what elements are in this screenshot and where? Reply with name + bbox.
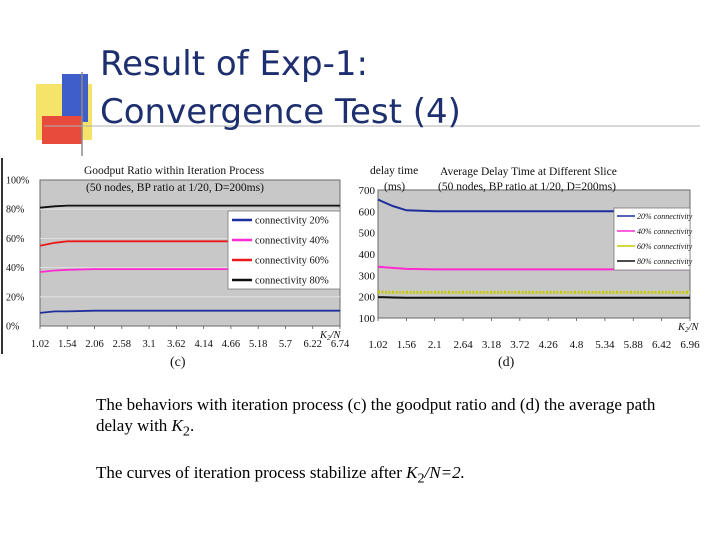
x-tick-label: 6.22 — [303, 339, 322, 350]
x-tick-label: 2.58 — [112, 339, 132, 350]
caption-stabilize-end: /N=2. — [424, 463, 465, 482]
x-tick-label: 3.1 — [142, 339, 156, 350]
x-tick-label: 2.64 — [453, 339, 473, 351]
x-tick-label: 4.8 — [569, 339, 584, 351]
y-tick-label: 500 — [358, 227, 375, 240]
legend-label: connectivity 80% — [255, 275, 329, 287]
x-tick-label: 3.18 — [481, 339, 502, 351]
legend-label: 20% connectivity — [637, 212, 693, 221]
x-tick-label: 6.42 — [652, 339, 672, 351]
deco-red-square — [42, 116, 82, 144]
x-tick-label: 5.88 — [623, 339, 643, 351]
goodput-ratio-chart — [0, 158, 352, 354]
slide-title-line-2: Convergence Test (4) — [100, 92, 461, 132]
chart-subtitle: (50 nodes, BP ratio at 1/20, D=200ms) — [86, 182, 264, 194]
x-tick-label: 1.02 — [30, 339, 50, 350]
x-tick-label: 2.1 — [427, 339, 442, 351]
legend-label: 80% connectivity — [637, 257, 693, 266]
deco-blue-square — [62, 74, 88, 122]
y-tick-label: 80% — [6, 204, 25, 216]
x-tick-label: 5.7 — [278, 339, 293, 350]
average-delay-chart — [352, 158, 704, 354]
caption-stabilize-k: K — [406, 463, 418, 482]
caption-stabilize-text: The curves of iteration process stabilize after — [96, 463, 407, 482]
legend-label: connectivity 20% — [255, 215, 329, 227]
caption-behaviors-sub: 2 — [182, 423, 190, 440]
caption-stabilize-sub: 2 — [417, 470, 425, 487]
x-tick-label: 3.62 — [167, 339, 186, 350]
x-tick-label: 5.18 — [248, 339, 268, 350]
panel-label-d: (d) — [498, 355, 515, 370]
chart-subtitle: (50 nodes, BP ratio at 1/20, D=200ms) — [438, 181, 616, 193]
y-tick-label: 200 — [358, 291, 375, 304]
legend-label: 40% connectivity — [637, 227, 693, 236]
chart-title: Average Delay Time at Different Slice — [440, 166, 617, 178]
y-tick-label: 300 — [358, 270, 375, 283]
caption-behaviors-text: The behaviors with iteration process (c) the goodput ratio and (d) the average path delay with — [96, 395, 656, 435]
x-axis-label: K2/N — [320, 330, 341, 342]
x-tick-label: 1.54 — [58, 339, 77, 350]
slide-title-line-1: Result of Exp-1: — [100, 44, 368, 84]
caption-behaviors-k: K — [171, 416, 183, 435]
caption-behaviors — [96, 394, 656, 442]
panel-label-c: (c) — [170, 355, 186, 370]
x-tick-label: 4.66 — [221, 339, 241, 350]
x-tick-label: 1.02 — [368, 339, 388, 351]
y-tick-label: 700 — [358, 185, 375, 197]
y-tick-label: 0% — [6, 321, 20, 333]
y-tick-label: 100% — [6, 175, 30, 187]
legend-label: 60% connectivity — [637, 242, 693, 251]
y-tick-label: 60% — [6, 233, 25, 245]
x-tick-label: 3.72 — [510, 339, 530, 351]
caption-stabilize — [96, 462, 465, 489]
x-tick-label: 6.96 — [680, 339, 700, 351]
x-tick-label: 4.26 — [538, 339, 558, 351]
x-axis-label: K2/N — [678, 322, 699, 334]
x-tick-label: 2.06 — [85, 339, 104, 350]
x-tick-label: 5.34 — [595, 339, 615, 351]
y-tick-label: 600 — [358, 206, 375, 219]
y-axis-label-line-2: (ms) — [384, 181, 406, 193]
legend-label: connectivity 60% — [255, 255, 329, 267]
caption-behaviors-end: . — [189, 416, 195, 435]
y-tick-label: 100 — [358, 313, 375, 325]
y-tick-label: 20% — [6, 292, 25, 304]
y-tick-label: 40% — [6, 263, 25, 275]
x-tick-label: 4.14 — [194, 339, 213, 350]
series-line — [378, 297, 690, 298]
y-tick-label: 400 — [358, 249, 375, 261]
legend-label: connectivity 40% — [255, 235, 329, 247]
y-axis-label-line-1: delay time — [370, 165, 419, 177]
chart-title: Goodput Ratio within Iteration Process — [84, 165, 265, 177]
x-tick-label: 6.74 — [330, 339, 350, 350]
x-tick-label: 1.56 — [396, 339, 416, 351]
